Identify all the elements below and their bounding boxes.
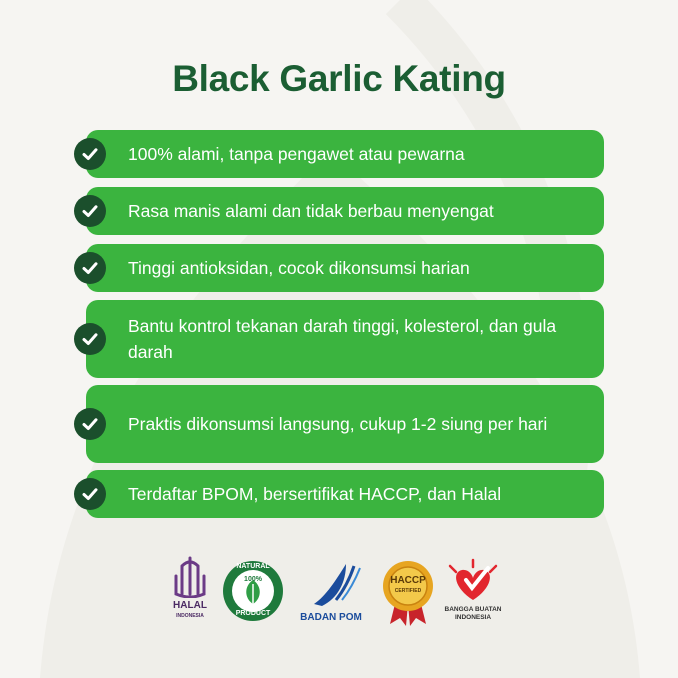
badan-pom-logo [296, 560, 366, 626]
bangga-label: BANGGA BUATAN INDONESIA [444, 606, 502, 621]
check-icon [74, 408, 106, 440]
natural-percent-text: 100% [244, 576, 262, 583]
bangga-buatan-indonesia-logo [444, 558, 502, 628]
bpom-label: BADAN POM [300, 612, 362, 623]
halal-icon [168, 556, 212, 598]
haccp-label: HACCP [390, 575, 426, 586]
check-icon [74, 478, 106, 510]
benefit-item-6 [86, 470, 604, 518]
benefit-item-2 [86, 187, 604, 235]
benefit-item-3 [86, 244, 604, 292]
check-icon [74, 138, 106, 170]
check-icon [74, 252, 106, 284]
bpom-icon [296, 560, 366, 608]
heart-icon [444, 558, 502, 604]
benefit-text: Rasa manis alami dan tidak berbau menyengat [128, 201, 494, 221]
benefit-text: Bantu kontrol tekanan darah tinggi, kolesterol, dan gula darah [128, 316, 557, 362]
check-icon [74, 323, 106, 355]
benefit-item-5 [86, 385, 604, 463]
natural-bottom-text: PRODUCT [235, 610, 271, 617]
benefit-text: Terdaftar BPOM, bersertifikat HACCP, dan Halal [128, 484, 502, 504]
halal-subtitle: INDONESIA [176, 613, 204, 619]
natural-product-logo [222, 560, 284, 622]
benefit-text: Tinggi antioksidan, cocok dikonsumsi harian [128, 258, 470, 278]
haccp-sub: CERTIFIED [394, 588, 422, 594]
halal-title: HALAL [173, 600, 207, 611]
haccp-logo [380, 560, 436, 626]
page-title: Black Garlic Kating [172, 58, 506, 99]
benefit-item-4 [86, 300, 604, 378]
halal-logo [168, 556, 212, 626]
natural-top-text: NATURAL [236, 563, 270, 570]
benefit-text: 100% alami, tanpa pengawet atau pewarna [128, 144, 465, 164]
benefit-text: Praktis dikonsumsi langsung, cukup 1-2 siung per hari [128, 414, 548, 434]
benefit-item-1 [86, 130, 604, 178]
check-icon [74, 195, 106, 227]
certification-logos [0, 556, 678, 636]
